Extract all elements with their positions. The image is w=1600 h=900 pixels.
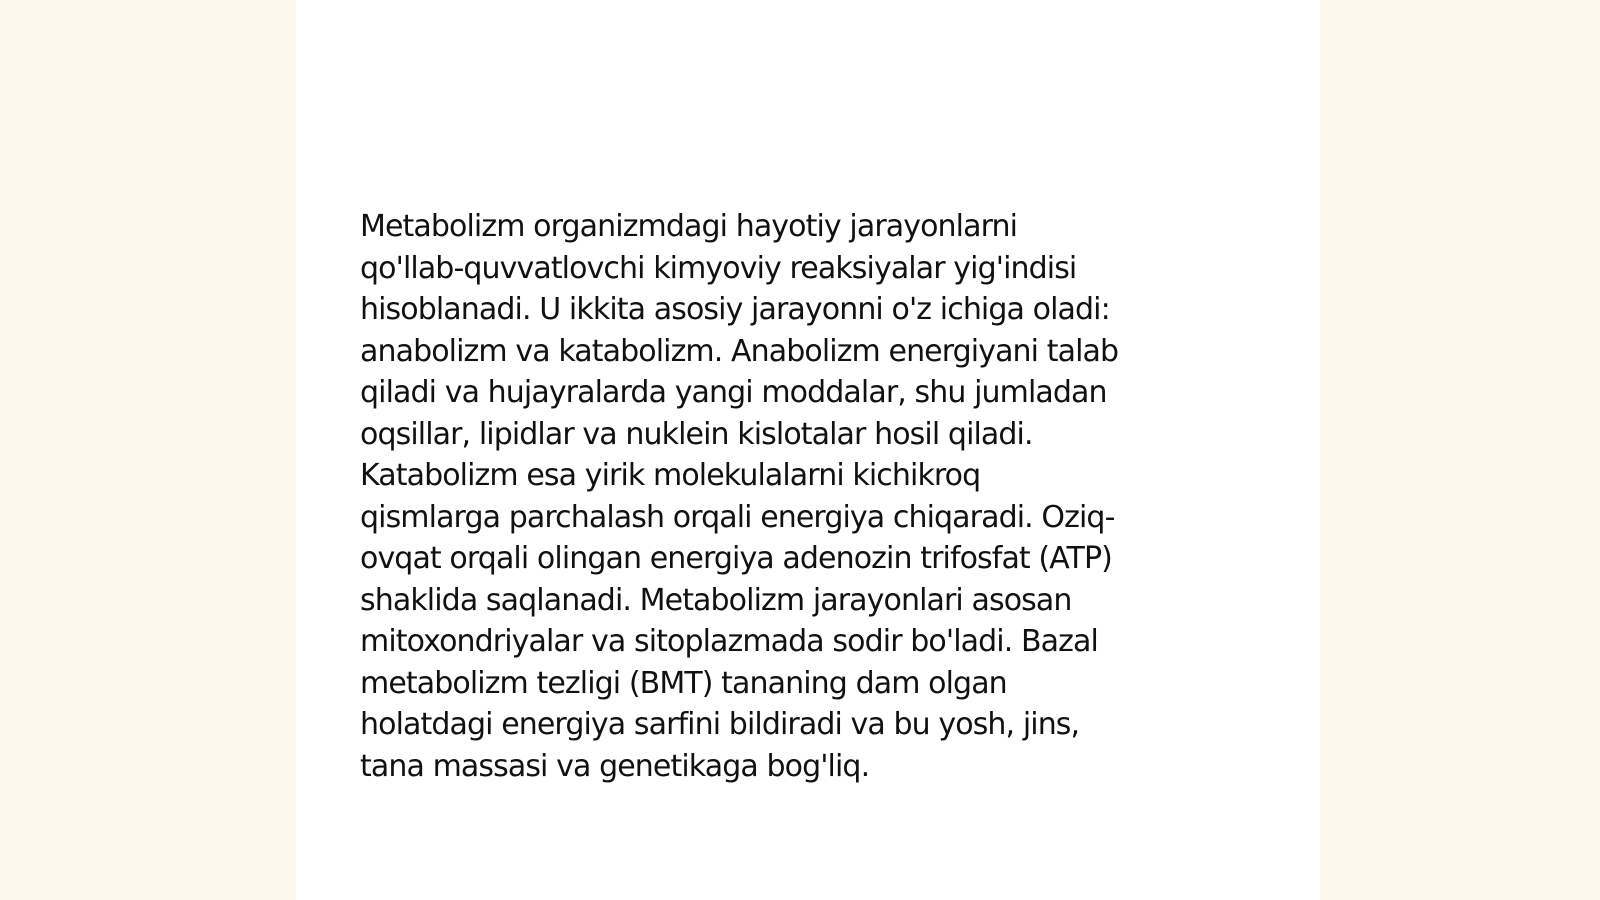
paragraph-line: tana massasi va genetikaga bog'liq. [360,748,870,784]
document-page [296,0,1320,900]
paragraph-line: ovqat orqali olingan energiya adenozin trifosfat (ATP) [360,541,1112,576]
body-paragraph [360,206,1240,787]
paragraph-line: hisoblanadi. U ikkita asosiy jarayonni o'z ichiga oladi: [360,292,1110,327]
paragraph-line: Katabolizm esa yirik molekulalarni kichikroq [360,458,981,493]
paragraph-line: qismlarga parchalash orqali energiya chiqaradi. Oziq- [360,499,1115,535]
paragraph-line: holatdagi energiya sarfini bildiradi va bu yosh, jins, [360,707,1080,742]
paragraph-line: qo'llab-quvvatlovchi kimyoviy reaksiyalar yig'indisi [360,250,1077,286]
paragraph-line: metabolizm tezligi (BMT) tananing dam olgan [360,665,1007,701]
paragraph-line: shaklida saqlanadi. Metabolizm jarayonlari asosan [360,582,1072,618]
paragraph-line: oqsillar, lipidlar va nuklein kislotalar hosil qiladi. [360,416,1033,452]
paragraph-line: mitoxondriyalar va sitoplazmada sodir bo'ladi. Bazal [360,624,1098,659]
paragraph-line: anabolizm va katabolizm. Anabolizm energiyani talab [360,333,1119,369]
paragraph-line: qiladi va hujayralarda yangi moddalar, shu jumladan [360,375,1107,410]
paragraph-line: Metabolizm organizmdagi hayotiy jarayonlarni [360,209,1018,244]
